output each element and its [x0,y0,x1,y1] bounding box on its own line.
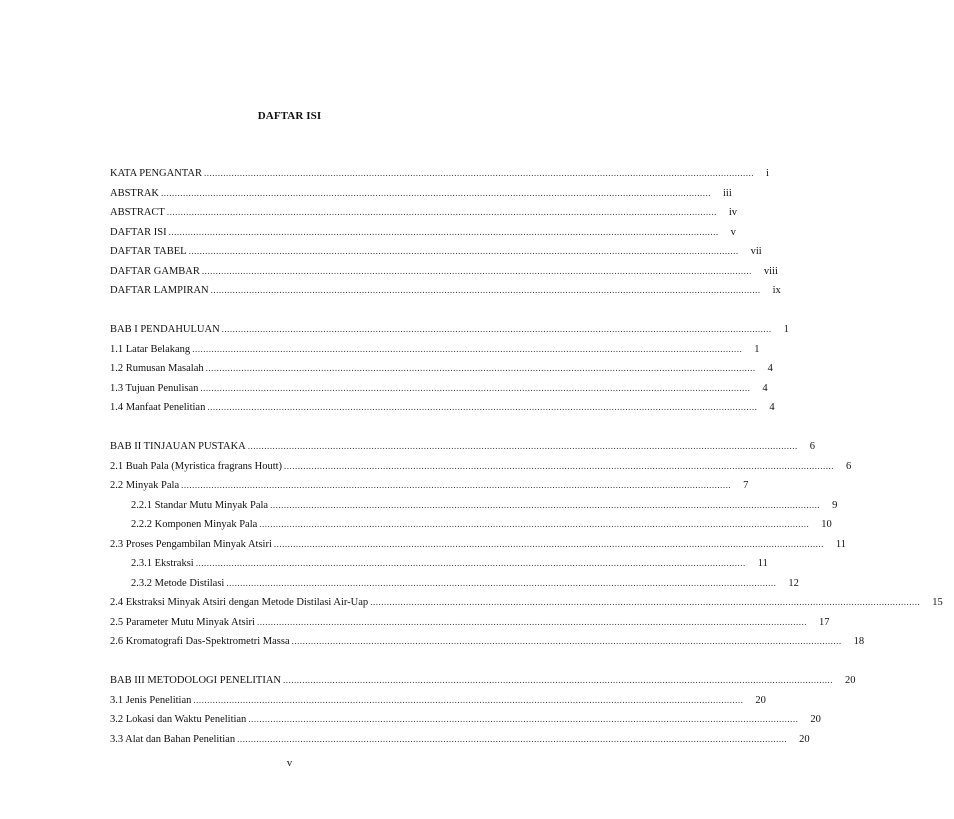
toc-entry-page: 20 [755,694,766,706]
toc-entry-label: DAFTAR ISI [110,226,167,238]
dot-leader: ........................................................................................................................................................................................................ [192,343,743,354]
toc-entry-page: 11 [757,558,768,569]
toc-entry [110,593,943,613]
toc-entry [110,223,736,243]
dot-leader: ........................................................................................................................................................................................................ [226,577,777,588]
toc-entry-label: DAFTAR LAMPIRAN [110,285,209,296]
toc-entry-page: 20 [845,675,856,686]
dot-leader: ........................................................................................................................................................................................................ [256,616,807,627]
toc-subentry [110,574,799,594]
dot-leader: ........................................................................................................................................................................................................ [203,168,754,178]
toc-entry-label: 2.2.2 Komponen Minyak Pala [131,519,258,530]
toc-entry-page: v [730,226,736,238]
toc-chapter [110,437,816,457]
toc-entry-label: 2.1 Buah Pala (Myristica fragrans Houtt) [110,460,283,472]
toc-chapter [110,671,856,691]
dot-leader: ........................................................................................................................................................................................................ [201,265,752,276]
toc-entry-page: 4 [762,382,768,394]
toc-entry [110,398,775,418]
toc-entry-label: 2.6 Kromatografi Das-Spektrometri Massa [110,636,290,647]
toc-entry-label: BAB I PENDAHULUAN [110,324,220,335]
toc-entry [110,476,749,496]
toc-entry [110,203,738,223]
toc-entry [110,359,773,379]
toc-entry-label: 3.2 Lokasi dan Waktu Penelitian [110,714,247,725]
dot-leader: ........................................................................................................................................................................................................ [273,538,824,549]
dot-leader: ........................................................................................................................................................................................................ [284,460,835,471]
toc-entry-page: 6 [809,441,816,452]
dot-leader: ........................................................................................................................................................................................................ [237,733,788,744]
toc-entry [110,164,769,184]
toc-entry-label: ABSTRACT [110,207,165,218]
toc-entry-page: 4 [769,402,775,413]
toc-entry [110,613,830,633]
toc-entry-label: 1.4 Manfaat Penelitian [110,402,206,413]
toc-entry-label: BAB III METODOLOGI PENELITIAN [110,675,281,686]
toc-entry-page: 20 [810,714,821,725]
toc-entry [110,730,810,750]
toc-entry-label: DAFTAR GAMBAR [110,265,200,277]
dot-leader: ........................................................................................................................................................................................................ [181,480,732,490]
toc-entry [110,632,865,652]
toc-entry-page: 12 [788,577,799,589]
dot-leader: ........................................................................................................................................................................................................ [210,285,761,295]
dot-leader: ........................................................................................................................................................................................................ [370,597,921,607]
table-of-contents [110,164,943,749]
dot-leader: ........................................................................................................................................................................................................ [291,636,842,646]
dot-leader: ........................................................................................................................................................................................................ [248,714,799,724]
toc-entry-page: 17 [818,616,830,628]
toc-entry-label: 1.2 Rumusan Masalah [110,363,204,374]
dot-leader: ........................................................................................................................................................................................................ [195,558,746,568]
dot-leader: ........................................................................................................................................................................................................ [188,246,739,256]
toc-entry-label: 1.3 Tujuan Penulisan [110,382,199,394]
page-number: v [286,757,293,769]
toc-entry-label: 3.1 Jenis Penelitian [110,694,192,706]
toc-subentry [110,496,838,516]
toc-entry-label: BAB II TINJAUAN PUSTAKA [110,441,246,452]
toc-entry-label: KATA PENGANTAR [110,168,202,179]
toc-entry-page: 9 [832,499,838,511]
toc-entry [110,262,778,282]
toc-entry-label: 2.3.1 Ekstraksi [131,558,194,569]
toc-entry-page: i [765,168,769,179]
dot-leader: ........................................................................................................................................................................................................ [270,499,821,510]
dot-leader: ........................................................................................................................................................................................................ [161,187,712,198]
dot-leader: ........................................................................................................................................................................................................ [200,382,751,393]
dot-leader: ........................................................................................................................................................................................................ [221,324,772,334]
toc-entry-page: 1 [754,343,760,355]
toc-entry [110,379,768,399]
toc-entry-label: 2.4 Ekstraksi Minyak Atsiri dengan Metode Distilasi Air-Uap [110,597,369,608]
dot-leader: ........................................................................................................................................................................................................ [193,694,744,705]
toc-entry-page: 1 [783,324,789,335]
dot-leader: ........................................................................................................................................................................................................ [166,207,717,217]
toc-entry-page: iv [728,207,738,218]
toc-entry-label: 2.3.2 Metode Distilasi [131,577,225,589]
toc-entry [110,710,821,730]
dot-leader: ........................................................................................................................................................................................................ [283,675,833,685]
page-title: DAFTAR ISI [257,110,322,122]
toc-entry-page: 20 [799,733,810,745]
toc-entry-page: iii [723,187,732,199]
dot-leader: ........................................................................................................................................................................................................ [205,363,756,373]
toc-entry [110,691,766,711]
toc-entry-page: viii [763,265,778,277]
toc-entry-page: 6 [846,460,852,472]
toc-entry-label: 3.3 Alat dan Bahan Penelitian [110,733,236,745]
toc-entry [110,184,732,204]
toc-entry-page: vii [750,246,762,257]
toc-entry-page: 10 [821,519,832,530]
toc-entry [110,340,760,360]
toc-entry-label: 2.5 Parameter Mutu Minyak Atsiri [110,616,255,628]
toc-entry-label: ABSTRAK [110,187,160,199]
toc-entry [110,457,852,477]
toc-entry-label: 2.2.1 Standar Mutu Minyak Pala [131,499,269,511]
toc-entry-label: 2.3 Proses Pengambilan Minyak Atsiri [110,538,272,550]
toc-entry-page: 15 [932,597,943,608]
toc-entry-label: 1.1 Latar Belakang [110,343,191,355]
dot-leader: ........................................................................................................................................................................................................ [247,441,798,451]
toc-entry-label: DAFTAR TABEL [110,246,187,257]
toc-chapter [110,320,789,340]
toc-entry-page: 7 [743,480,749,491]
toc-subentry [110,554,768,574]
dot-leader: ........................................................................................................................................................................................................ [207,402,758,412]
toc-entry-page: 4 [767,363,773,374]
dot-leader: ........................................................................................................................................................................................................ [259,519,810,529]
toc-entry-page: 11 [835,538,846,550]
toc-entry [110,242,762,262]
toc-entry [110,281,781,301]
toc-entry-page: 18 [853,636,865,647]
dot-leader: ........................................................................................................................................................................................................ [168,226,719,237]
toc-entry [110,535,846,555]
toc-entry-page: ix [772,285,781,296]
toc-entry-label: 2.2 Minyak Pala [110,480,180,491]
toc-subentry [110,515,832,535]
